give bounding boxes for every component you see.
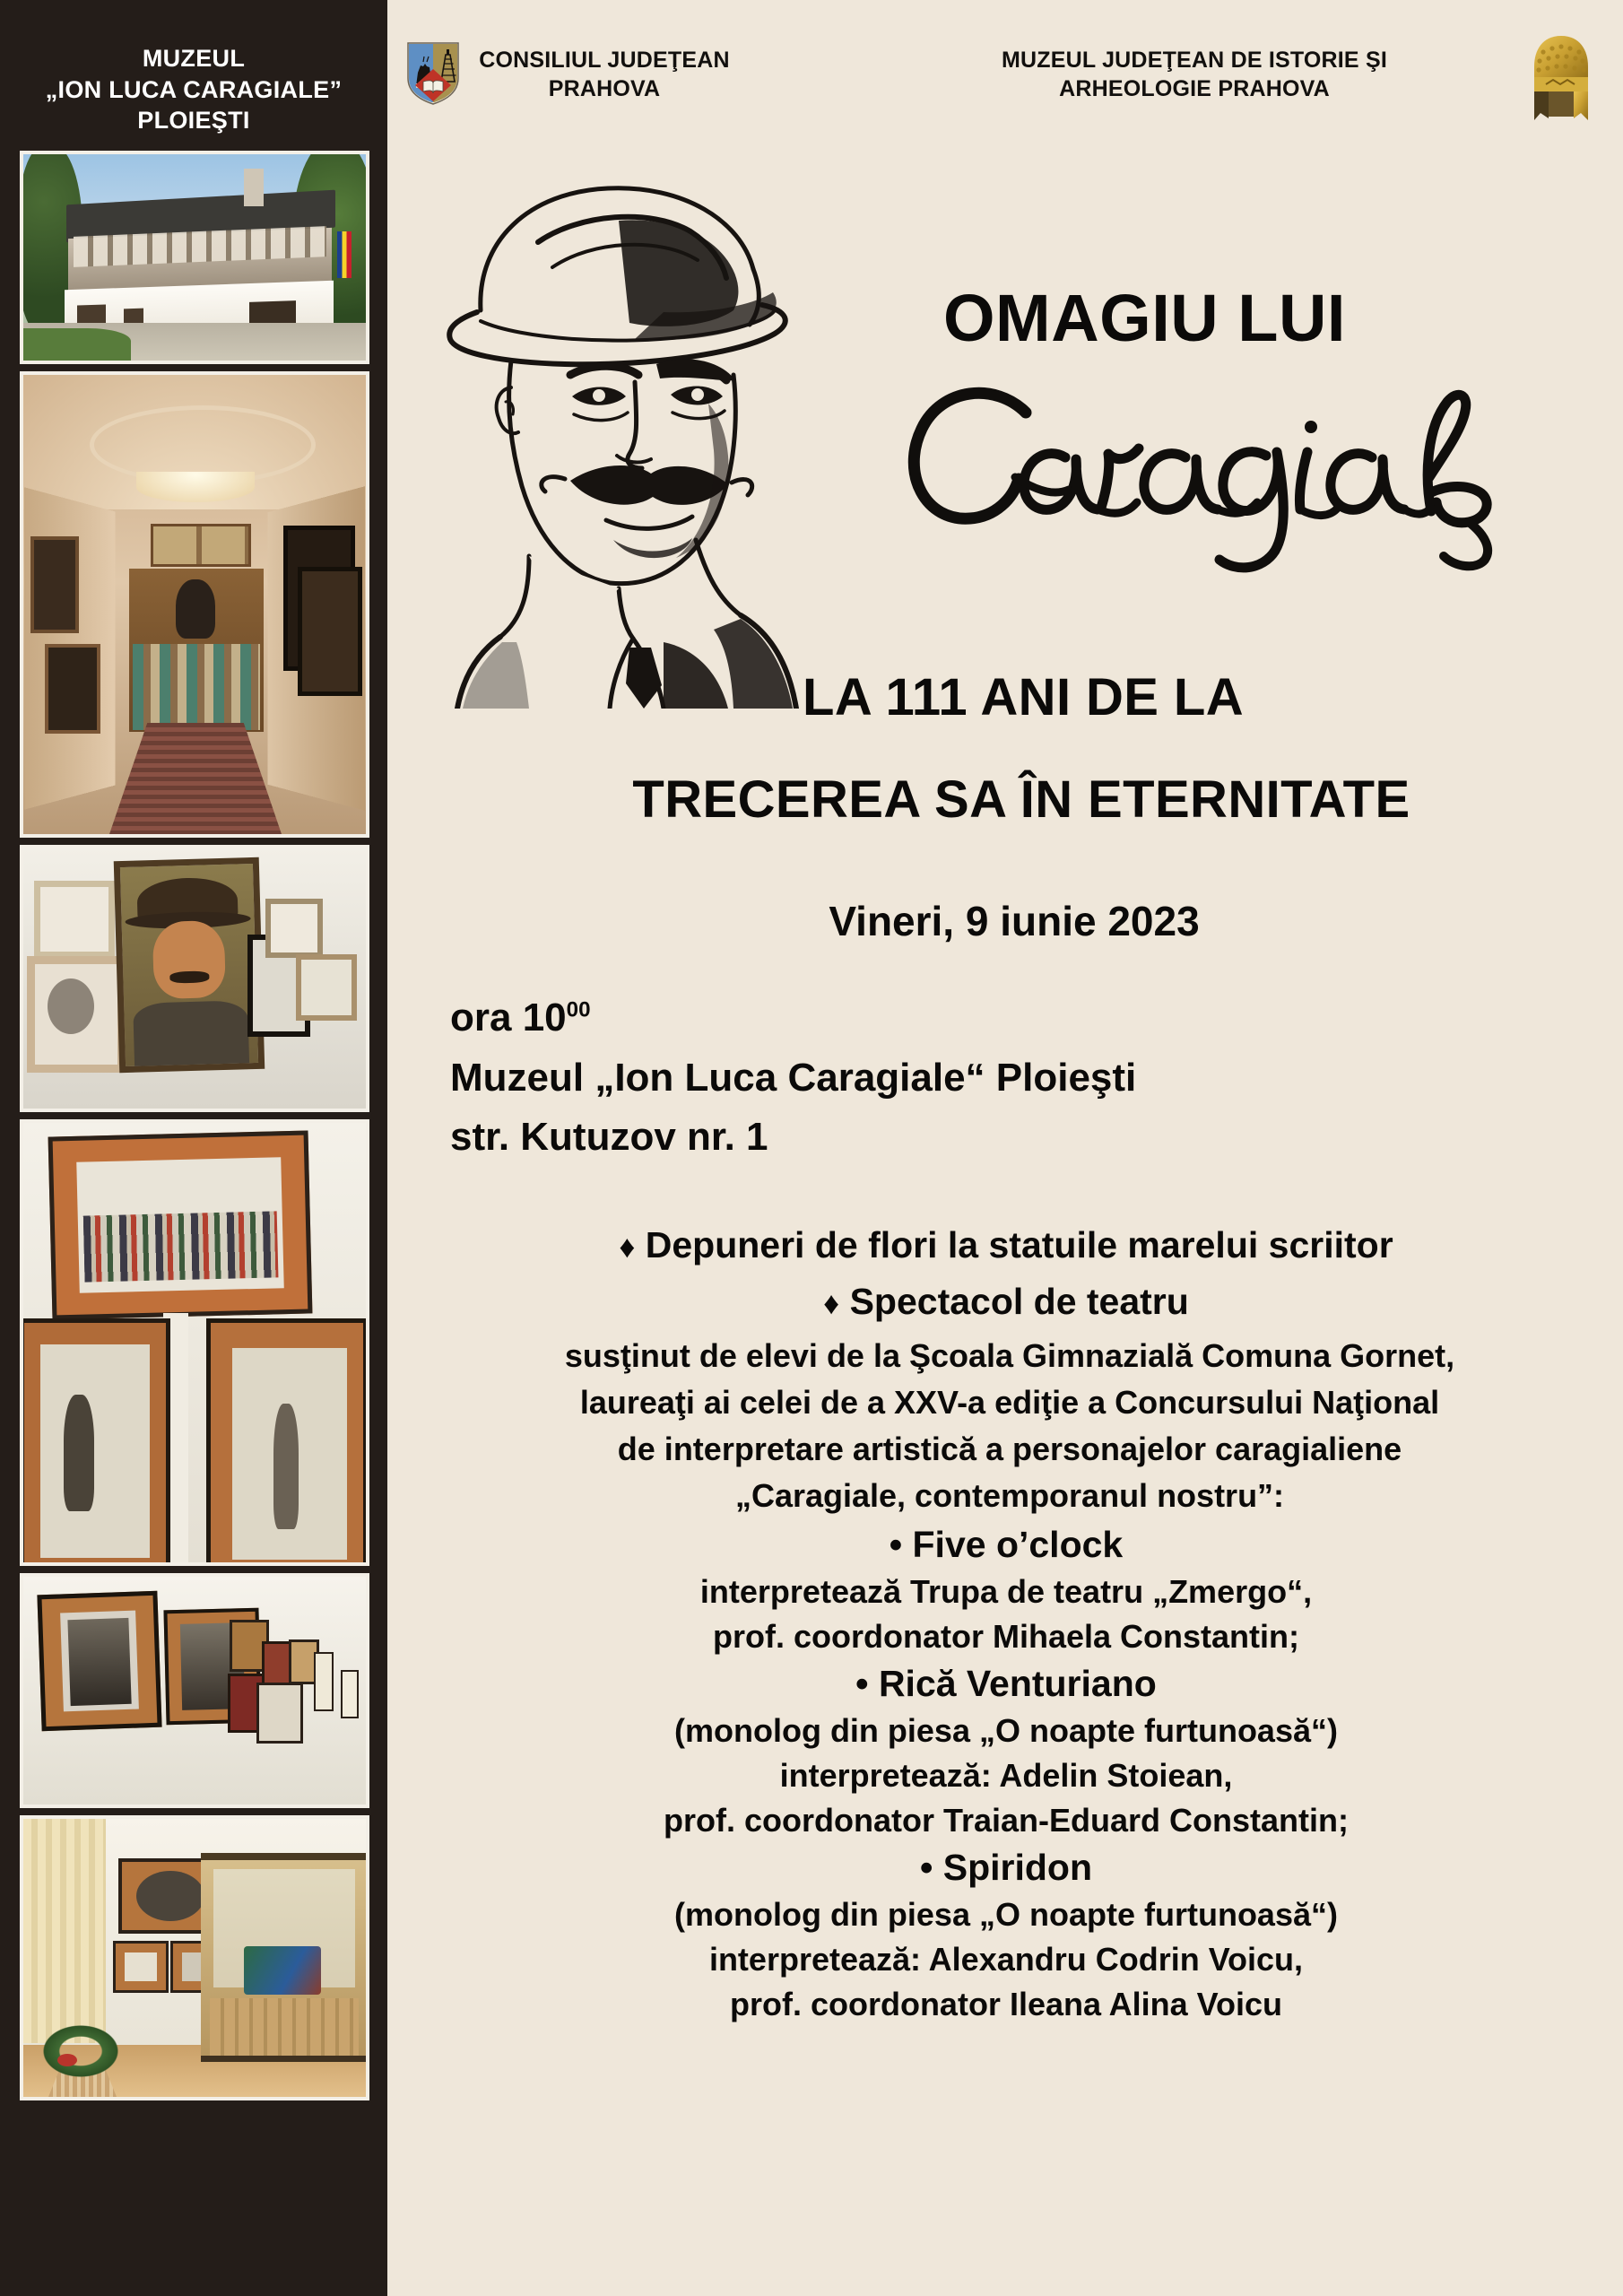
round-bullet-icon: • [889, 1524, 903, 1565]
piece-title-spiridon-label: Spiridon [942, 1847, 1093, 1888]
museum-name-line-2: „ION LUCA CARAGIALE” [45, 75, 343, 103]
piece-spiridon-line-2: interpretează: Alexandru Codrin Voicu, [708, 1941, 1304, 1978]
piece-five-oclock-line-2: prof. coordonator Mihaela Constantin; [713, 1618, 1299, 1655]
piece-title-rica-venturiano [389, 1665, 1623, 1702]
program-description-line-2: laureaţi ai celei de a XXV-a ediţie a Concursului Naţional [579, 1384, 1440, 1421]
diamond-bullet-icon: ♦ [823, 1286, 840, 1321]
program-list [387, 1224, 1623, 2033]
event-venue-block [450, 991, 1616, 1170]
event-venue-name: Muzeul „Ion Luca Caragiale“ Ploieşti [450, 1055, 1137, 1100]
photo-display-case-exhibit-room [20, 1815, 369, 2100]
program-description-line-1: susţinut de elevi de la Şcoala Gimnazială Comuna Gornet, [564, 1337, 1455, 1374]
title-la-111-ani: LA 111 ANI DE LA [802, 668, 1244, 726]
sidebar [0, 0, 387, 2296]
prahova-coat-of-arms-icon [407, 42, 459, 105]
main-content [387, 0, 1623, 2296]
piece-rica-venturiano-line-2: interpretează: Adelin Stoiean, [779, 1757, 1233, 1794]
photo-museum-corridor-interior [20, 371, 369, 838]
golden-helmet-icon [1526, 32, 1596, 120]
county-council-line-2: PRAHOVA [548, 75, 661, 101]
piece-title-five-oclock [389, 1526, 1623, 1563]
event-hour-minutes: 00 [566, 997, 591, 1022]
title-omagiu-lui: OMAGIU LUI [943, 281, 1346, 355]
caragiale-signature [890, 359, 1517, 574]
piece-spiridon-line-3: prof. coordonator Ileana Alina Voicu [729, 1986, 1283, 2022]
round-bullet-icon: • [919, 1847, 933, 1888]
piece-title-spiridon [389, 1849, 1623, 1886]
caragiale-portrait-illustration [395, 135, 861, 709]
program-entry-theatre-label: Spectacol de teatru [849, 1281, 1189, 1322]
county-museum-label [934, 47, 1454, 103]
photo-family-photographs-wall [20, 1573, 369, 1808]
photo-museum-house-exterior [20, 151, 369, 364]
event-date: Vineri, 9 iunie 2023 [829, 898, 1200, 944]
photo-framed-prints-and-drawings [20, 1119, 369, 1566]
event-hour-label: ora 10 [450, 996, 567, 1039]
round-bullet-icon: • [855, 1663, 869, 1704]
diamond-bullet-icon: ♦ [619, 1230, 636, 1265]
county-museum-line-1: MUZEUL JUDEŢEAN DE ISTORIE ŞI [1002, 48, 1387, 73]
event-venue-address: str. Kutuzov nr. 1 [450, 1115, 768, 1160]
program-entry-flowers [389, 1224, 1623, 1265]
piece-five-oclock-line-1: interpretează Trupa de teatru „Zmergo“, [699, 1573, 1313, 1610]
county-council-label [470, 47, 739, 103]
header [387, 0, 1623, 144]
program-description-line-3: de interpretare artistică a personajelor caragialiene [617, 1431, 1402, 1467]
sidebar-museum-title [0, 0, 387, 152]
museum-name-line-1: MUZEUL [142, 45, 246, 72]
museum-name-line-3: PLOIEŞTI [137, 107, 250, 135]
county-council-line-1: CONSILIUL JUDEŢEAN [479, 48, 730, 73]
program-entry-theatre [389, 1283, 1623, 1320]
title-trecerea-eternitate: TRECEREA SA ÎN ETERNITATE [632, 770, 1410, 829]
program-description-line-4: „Caragiale, contemporanul nostru”: [734, 1477, 1285, 1514]
program-entry-flowers-label: Depuneri de flori la statuile marelui scriitor [645, 1224, 1393, 1265]
event-hour [450, 991, 1616, 1046]
photo-portrait-gallery-wall [20, 845, 369, 1112]
piece-title-rica-venturiano-label: Rică Venturiano [878, 1663, 1157, 1704]
piece-rica-venturiano-line-3: prof. coordonator Traian-Eduard Constantin; [664, 1802, 1349, 1839]
piece-title-five-oclock-label: Five o’clock [912, 1524, 1124, 1565]
piece-rica-venturiano-line-1: (monolog din piesa „O noapte furtunoasă“) [673, 1712, 1338, 1749]
sidebar-photo-strip [20, 151, 369, 2108]
piece-spiridon-line-1: (monolog din piesa „O noapte furtunoasă“) [673, 1896, 1338, 1933]
county-museum-line-2: ARHEOLOGIE PRAHOVA [1059, 75, 1330, 101]
